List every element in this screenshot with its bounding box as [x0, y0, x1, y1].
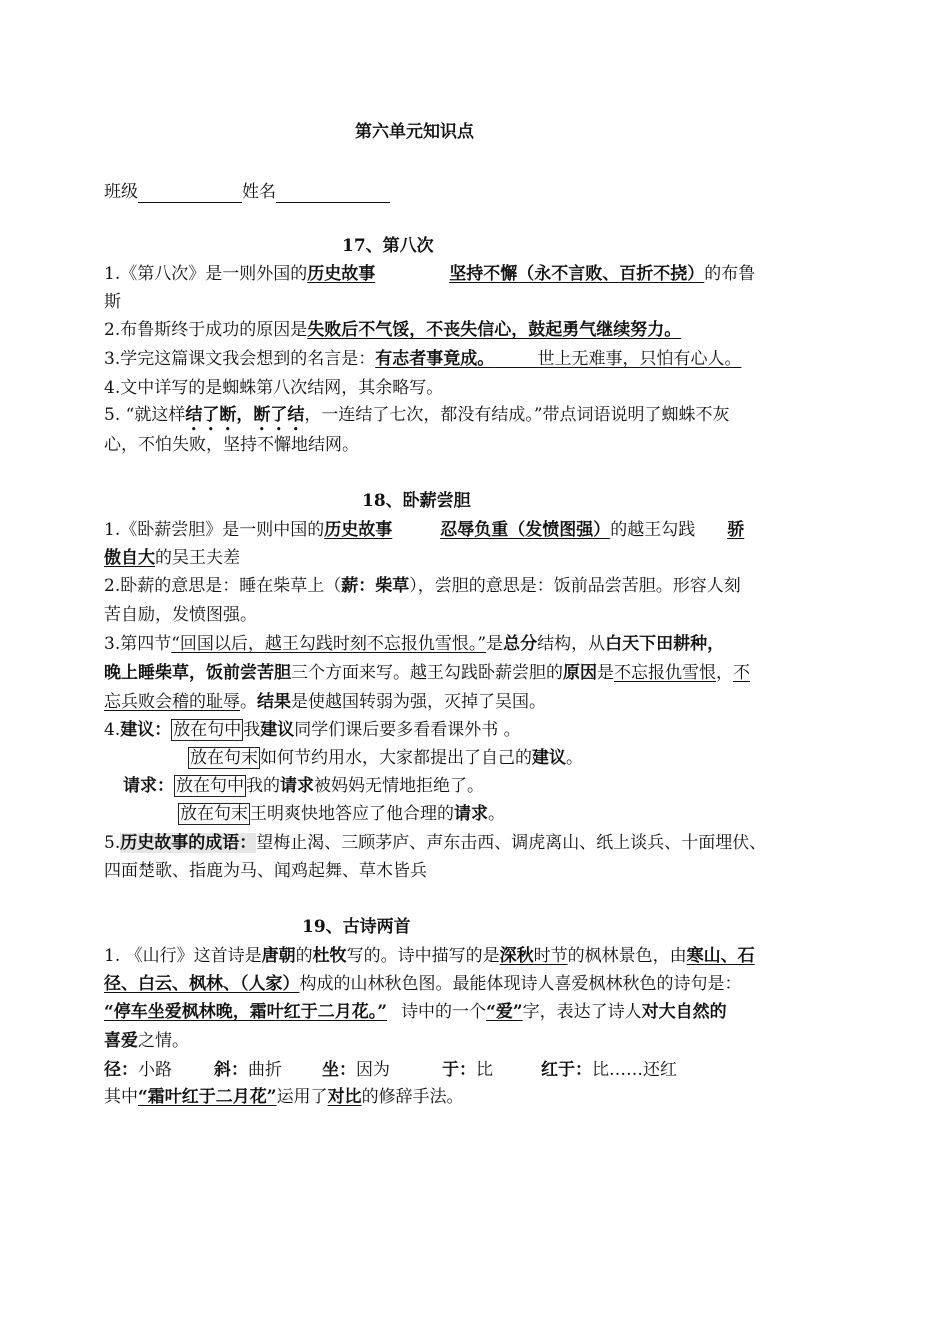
text: 三个方面来写。越王勾践卧薪尝胆的 [291, 663, 563, 683]
definition: 比……还红 [592, 1060, 677, 1080]
underlined-text: 世上无难事，只怕有心人。 [537, 349, 742, 369]
sec18-line-4: 苦自励，发愤图强。 [104, 605, 257, 625]
sec17-line-7: 心，不怕失败，坚持不懈地结网。 [104, 435, 359, 455]
term: 于： [442, 1060, 476, 1080]
sec19-line-6 [104, 1083, 864, 1111]
sec18-line-8 [104, 716, 864, 744]
text: 我 [243, 720, 261, 740]
sec17-line-2: 斯 [104, 292, 121, 312]
student-info-row [104, 178, 864, 206]
page-title: 第六单元知识点 [355, 122, 474, 142]
keyword: 结果 [257, 692, 291, 712]
boxed-label: 放在句中 [173, 720, 242, 740]
text: 2.布鲁斯终于成功的原因是 [104, 320, 308, 340]
definition: 因为 [356, 1060, 390, 1080]
sec17-line-3 [104, 316, 864, 344]
text: 2.卧薪的意思是：睡在柴草上（ [104, 576, 342, 596]
sec17-line-4 [104, 345, 864, 373]
underlined-text: 忘兵败会稽的耻辱 [104, 692, 240, 712]
text: 的吴王夫差 [155, 548, 240, 568]
keyword: 请求 [280, 776, 314, 796]
text: 写的。诗中描写的是 [346, 946, 500, 966]
keyword: 杜牧 [312, 946, 347, 966]
boxed-label: 放在句末 [190, 748, 258, 768]
keyword: 傲自大 [104, 548, 155, 568]
text: 。 [240, 692, 257, 712]
sec18-line-9 [188, 744, 948, 772]
keyword: 请求： [123, 776, 174, 796]
section-18-heading: 18、卧薪尝胆 [362, 491, 471, 511]
text: 的修辞手法。 [361, 1087, 464, 1107]
sec18-line-7 [104, 688, 864, 716]
sec19-line-2 [104, 970, 864, 998]
underlined-text: 时节 [533, 946, 568, 966]
keyword: 建议： [120, 720, 172, 740]
text: 1. 《山行》这首诗是 [104, 946, 262, 966]
sec17-line-6 [104, 401, 864, 429]
text: 被妈妈无情地拒绝了。 [314, 776, 484, 796]
underlined-text: 不忘报仇雪恨 [614, 663, 716, 683]
text: 。 [488, 804, 505, 824]
class-blank[interactable] [138, 182, 242, 203]
keyword: 深秋 [499, 946, 534, 966]
keyword: 历史故事的成语： [120, 833, 257, 853]
text: ， [716, 663, 733, 683]
text: 3.学完这篇课文我会想到的名言是： [104, 349, 376, 369]
text: ），尝胆的意思是：饭前品尝苦胆。形容人刻 [409, 576, 741, 596]
keyword: 忍辱负重（发愤图强） [440, 520, 611, 540]
dotted-keyword: 结了断，断了结 [185, 405, 305, 425]
definition: 曲折 [248, 1060, 282, 1080]
text: 王明爽快地答应了他合理的 [250, 804, 454, 824]
keyword: 建议 [260, 720, 295, 740]
class-label: 班级 [104, 182, 138, 202]
section-19-heading: 19、古诗两首 [302, 917, 411, 937]
boxed-label: 放在句中 [176, 776, 244, 796]
section-17-heading: 17、第八次 [342, 236, 434, 256]
text: 构成的山林秋色图。最能体现诗人喜爱枫林秋色的诗句是： [299, 974, 742, 994]
term: 坐： [322, 1060, 356, 1080]
sec18-line-3 [104, 572, 864, 600]
text: 1.《第八次》是一则外国的 [104, 264, 308, 284]
keyword: 历史故事 [324, 520, 393, 540]
keyword: 骄 [727, 520, 745, 540]
keyword: “霜叶红于二月花” [138, 1087, 277, 1107]
keyword: 失败后不气馁，不丧失信心，鼓起勇气继续努力。 [307, 320, 682, 340]
keyword: 建议 [532, 748, 566, 768]
keyword: 有志者事竟成。 [375, 349, 495, 369]
underlined-text: 不 [733, 663, 750, 683]
text: 同学们课后要多看看课外书 。 [294, 720, 521, 740]
text: 5. [104, 833, 121, 853]
sec18-line-12 [104, 829, 884, 857]
name-blank[interactable] [276, 182, 390, 203]
keyword: 历史故事 [307, 264, 376, 284]
text: 如何节约用水，大家都提出了自己的 [260, 748, 532, 768]
text: 的 [295, 946, 313, 966]
keyword: 对比 [327, 1087, 362, 1107]
keyword: “停车坐爱枫林晚，霜叶红于二月花。” [104, 1002, 388, 1022]
sec19-line-1 [104, 942, 864, 970]
keyword: 唐朝 [261, 946, 296, 966]
text: 是使越国转弱为强，灭掉了吴国。 [291, 692, 546, 712]
sec18-line-2 [104, 544, 864, 572]
sec18-line-6 [104, 659, 864, 687]
keyword: 总分 [503, 634, 538, 654]
sec17-line-1 [104, 260, 864, 288]
keyword: 薪：柴草 [341, 576, 410, 596]
keyword: 原因 [563, 663, 597, 683]
definition: 比 [476, 1060, 493, 1080]
term: 斜： [214, 1060, 248, 1080]
text: 结构，从 [537, 634, 606, 654]
text: 的布鲁 [704, 264, 756, 284]
sec17-line-5: 4.文中详写的是蜘蛛第八次结网，其余略写。 [104, 378, 444, 398]
keyword: 径、白云、枫林、（人家） [104, 974, 300, 994]
text: ，一连结了七次，都没有结成。”带点词语说明了蜘蛛不灰 [304, 405, 730, 425]
sec18-line-13: 四面楚歌、指鹿为马、闻鸡起舞、草木皆兵 [104, 861, 427, 881]
keyword: 寒山、石 [686, 946, 755, 966]
boxed-label: 放在句末 [180, 804, 248, 824]
text: 3.第四节 [104, 634, 172, 654]
sec18-line-5 [104, 630, 864, 658]
sec19-line-3 [104, 998, 864, 1026]
keyword: 坚持不懈（永不言败、百折不挠） [449, 264, 705, 284]
keyword: 晚上睡柴草，饭前尝苦胆 [104, 663, 291, 683]
keyword: 喜爱 [104, 1031, 138, 1051]
keyword: “爱” [486, 1002, 523, 1022]
text: 的越王勾践 [610, 520, 696, 540]
term: 径： [104, 1060, 138, 1080]
text: 望梅止渴、三顾茅庐、声东击西、调虎离山、纸上谈兵、十面埋伏、 [256, 833, 767, 853]
text: 之情。 [138, 1031, 189, 1051]
text: 5. “就这样 [104, 405, 186, 425]
text: 是 [486, 634, 504, 654]
sec18-line-1 [104, 516, 864, 544]
text: 我的 [246, 776, 280, 796]
definition: 小路 [138, 1060, 172, 1080]
sec18-line-10 [123, 772, 883, 800]
text: 4. [104, 720, 121, 740]
keyword: 对大自然的 [641, 1002, 727, 1022]
keyword: 白天下田耕种， [605, 634, 725, 654]
sec19-line-4 [104, 1027, 864, 1055]
text: 。 [566, 748, 583, 768]
text: 其中 [104, 1087, 138, 1107]
underlined-text: “回国以后，越王勾践时刻不忘报仇雪恨。” [171, 634, 487, 654]
text: 是 [597, 663, 614, 683]
sec18-line-11 [178, 800, 938, 828]
sec19-line-5 [104, 1056, 864, 1084]
keyword: 请求 [454, 804, 488, 824]
name-label: 姓名 [242, 182, 276, 202]
text: 字，表达了诗人 [522, 1002, 642, 1022]
text: 运用了 [276, 1087, 328, 1107]
term: 红于： [541, 1060, 592, 1080]
text: 1.《卧薪尝胆》是一则中国的 [104, 520, 325, 540]
text: 的枫林景色，由 [567, 946, 687, 966]
text: 诗中的一个 [401, 1002, 487, 1022]
